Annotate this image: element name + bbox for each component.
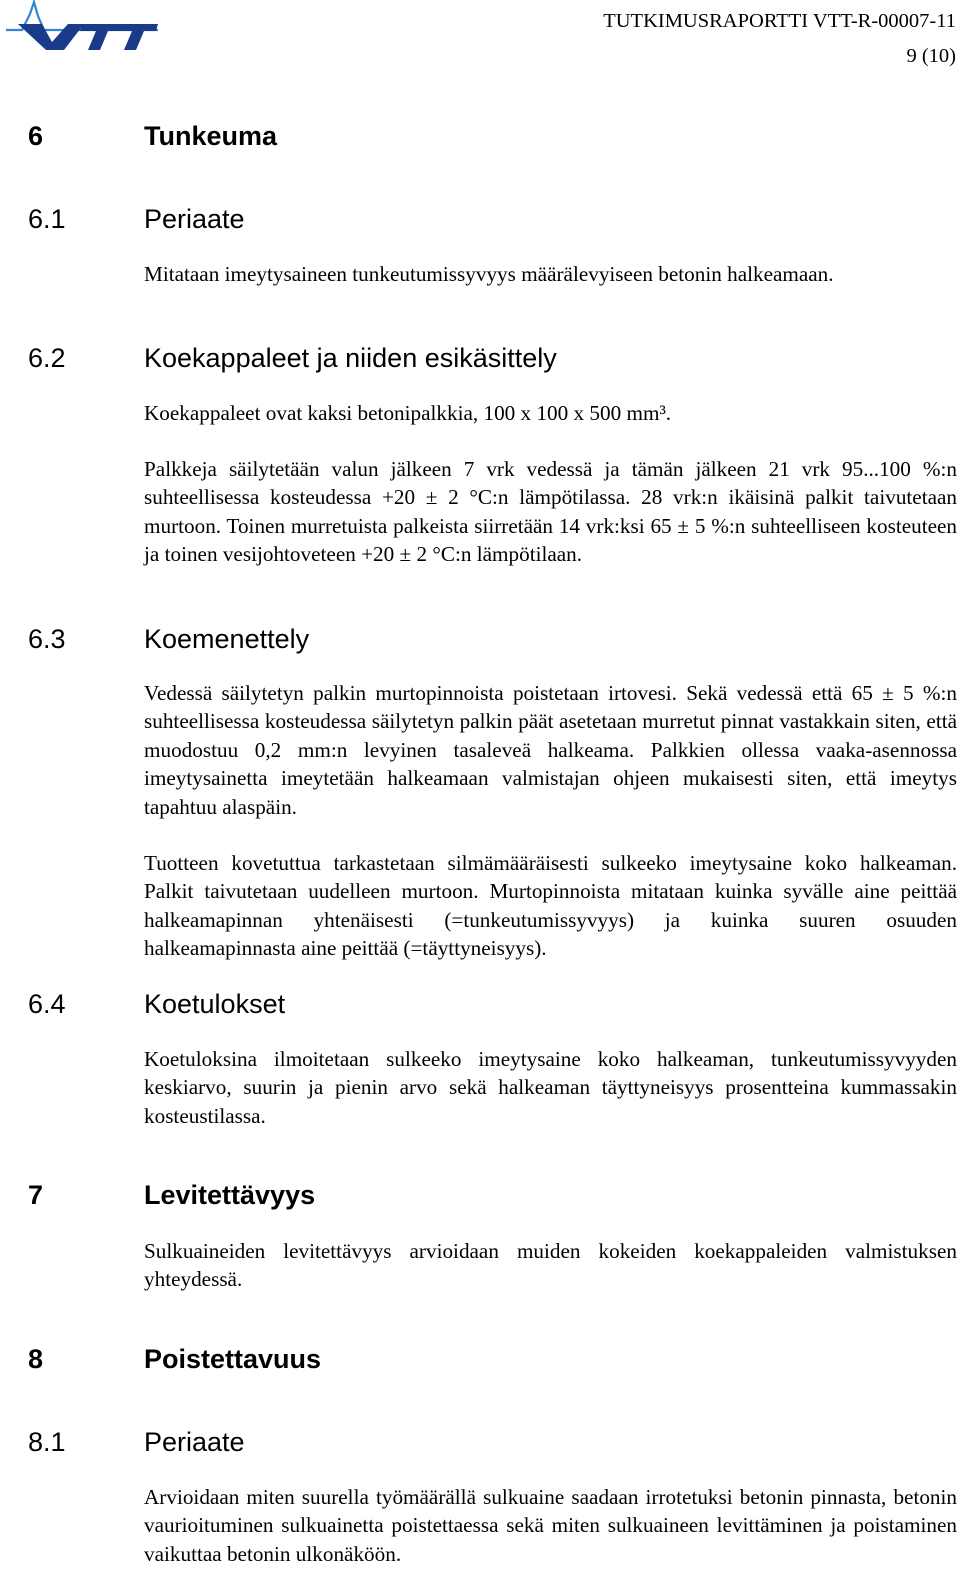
heading-number: 7 [28,1180,44,1210]
heading-title: Levitettävyys [144,1180,316,1210]
heading-number: 6.1 [28,204,66,234]
vtt-logo [4,0,158,56]
heading-number: 6.2 [28,343,66,373]
heading-number: 6.3 [28,624,66,654]
paragraph-7: Sulkuaineiden levitettävyys arvioidaan muiden kokeiden koekappaleiden valmistuksen yhteydessä. [144,1239,957,1292]
paragraph-8-1: Arvioidaan miten suurella työmäärällä sulkuaine saadaan irrotetuksi betonin pinnasta, betonin vaurioituminen sulkuainetta poistettaessa sekä miten sulkuaineen levittäminen ja poistaminen vaikuttaa betonin ulkonäköön. [144,1485,957,1566]
paragraph-6-2-b: Palkkeja säilytetään valun jälkeen 7 vrk vedessä ja tämän jälkeen 21 vrk 95...100 %:n suhteellisessa kosteudessa +20 ± 2 °C:n lämpötilassa. 28 vrk:n ikäisinä palkit taivutetaan murtoon. Toinen murretuista palkeista siirretään 14 vrk:ksi 65 ± 5 %:n suhteelliseen kosteuteen ja toinen vesijohtoveteen +20 ± 2 °C:n lämpötilaan. [144,457,957,567]
paragraph-6-3-b: Tuotteen kovetuttua tarkastetaan silmämääräisesti sulkeeko imeytysaine koko halkeaman. Palkit taivutetaan uudelleen murtoon. Murtopinnoista mitataan kuinka syvälle aine peittää halkeamapinnan yhtenäisesti (=tunkeutumissyvyys) ja kuinka suuren osuuden halkeamapinnasta aine peittää (=täyttyneisyys). [144,851,957,961]
heading-title: Periaate [144,1427,245,1457]
heading-number: 6 [28,121,44,151]
paragraph-6-4: Koetuloksina ilmoitetaan sulkeeko imeytysaine koko halkeaman, tunkeutumissyvyyden keskiarvo, suurin ja pienin arvo sekä halkeaman täyttyneisyys prosentteina kummassakin kosteustilassa. [144,1047,957,1128]
page-number: 9 (10) [906,45,956,67]
heading-number: 8 [28,1344,44,1374]
heading-number: 6.4 [28,989,66,1019]
paragraph-6-1: Mitataan imeytysaineen tunkeutumissyvyys määrälevyiseen betonin halkeamaan. [144,262,834,286]
report-id: TUTKIMUSRAPORTTI VTT-R-00007-11 [603,10,956,32]
paragraph-6-2-a: Koekappaleet ovat kaksi betonipalkkia, 100 x 100 x 500 mm³. [144,401,672,425]
heading-title: Periaate [144,204,245,234]
heading-title: Poistettavuus [144,1344,322,1374]
paragraph-6-3-a: Vedessä säilytetyn palkin murtopinnoista poistetaan irtovesi. Sekä vedessä että 65 ± 5 %:n suhteellisessa kosteudessa säilytetyn palkin päät asetetaan murretut pinnat vastakkain siten, että muodostuu 0,2 mm:n levyinen tasaleveä halkeama. Palkkien ollessa vaaka-asennossa imeytysainetta imeytetään halkeamaan valmistajan ohjeen mukaisesti siten, että imeytys tapahtuu alaspäin. [144,681,957,819]
heading-title: Koemenettely [144,624,310,654]
heading-title: Koetulokset [144,989,286,1019]
heading-title: Koekappaleet ja niiden esikäsittely [144,343,557,373]
heading-title: Tunkeuma [144,121,278,151]
heading-number: 8.1 [28,1427,66,1457]
